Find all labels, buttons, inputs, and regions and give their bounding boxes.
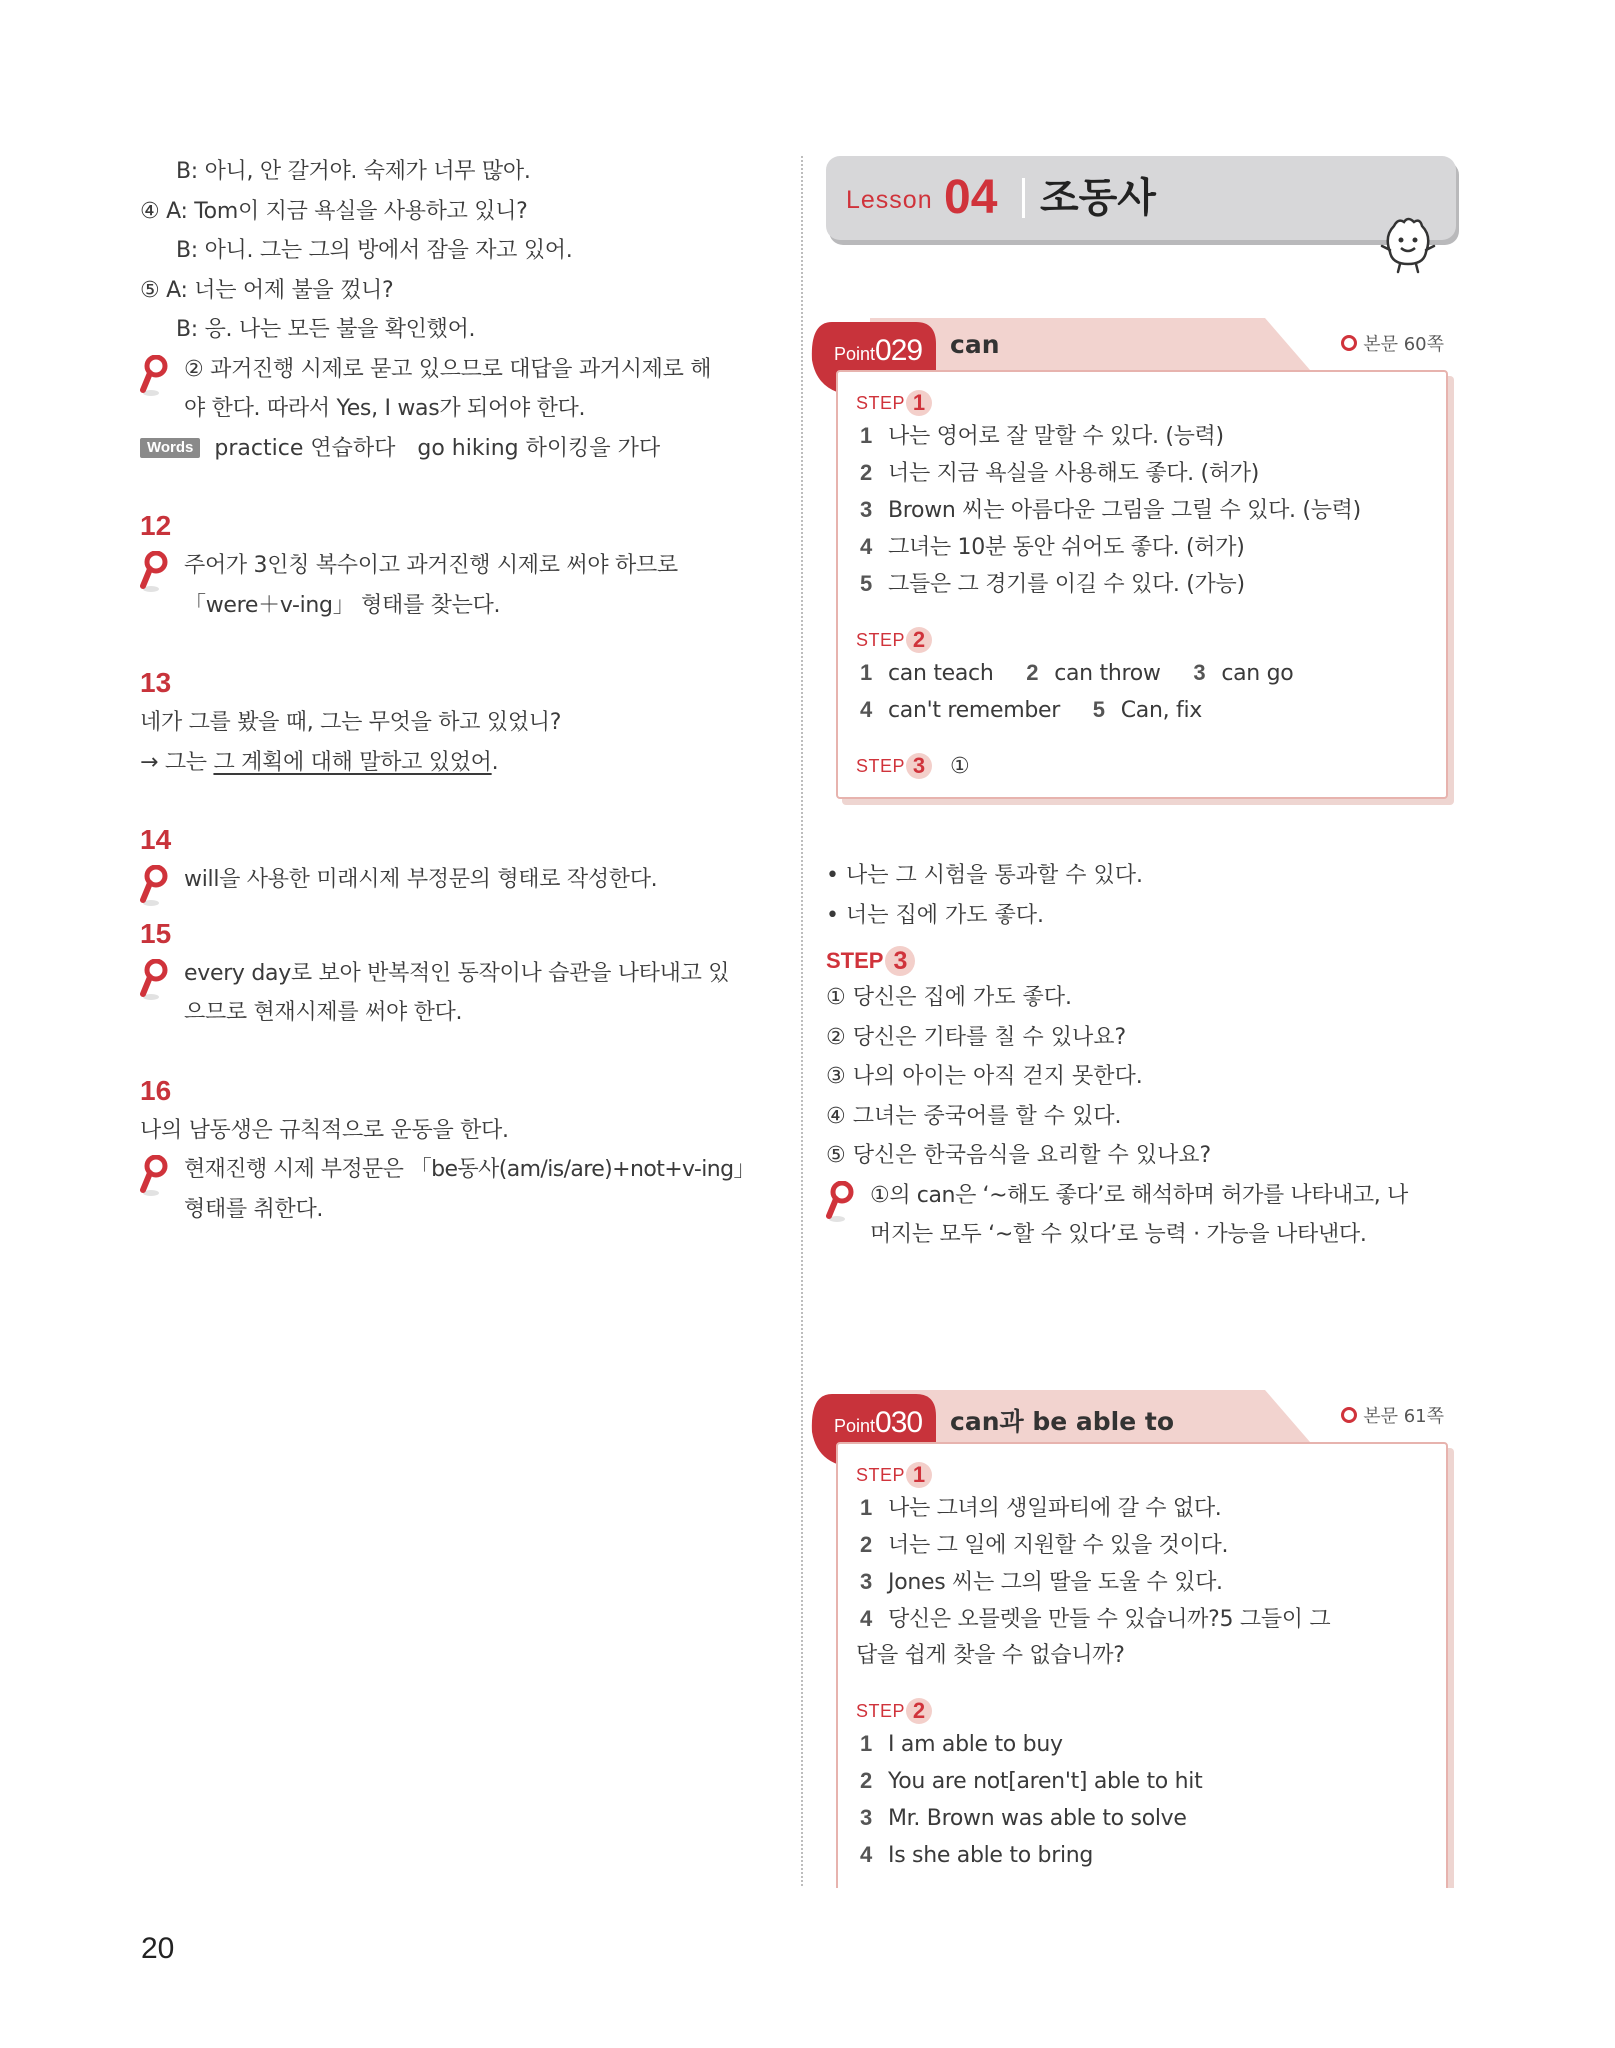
left-column: [140, 152, 780, 1229]
hint-text: 「were＋v-ing」 형태를 찾는다.: [184, 592, 501, 618]
hint-block: [140, 1150, 780, 1229]
point-label: Point029: [834, 334, 923, 367]
answer-line: → 그는 그 계획에 대해 말하고 있었어.: [140, 749, 499, 775]
answer-row: 4 can't remember 5 Can, fix: [860, 697, 1202, 723]
step-heading: STEP 2: [856, 627, 1428, 653]
bullet-line: • 너는 집에 가도 좋다.: [826, 903, 1044, 928]
point-title: can: [950, 330, 1000, 359]
answer-item: 4 Is she able to bring: [860, 1842, 1094, 1868]
dialog-line: B: 아니. 그는 그의 방에서 잠을 자고 있어.: [176, 238, 573, 263]
dialog-line: ④ A: Tom이 지금 욕실을 사용하고 있니?: [140, 198, 528, 224]
question-number: 12: [140, 510, 172, 541]
page-reference: 본문 61쪽: [1341, 1402, 1444, 1428]
step3-answer: ①: [950, 753, 970, 779]
answer-row: 1 can teach 2 can throw 3 can go: [860, 660, 1294, 686]
page-number: 20: [141, 1932, 175, 1965]
question-number: 13: [140, 667, 172, 698]
circle-bullet-icon: [1341, 1407, 1357, 1423]
answer-item: 2 You are not[aren't] able to hit: [860, 1768, 1203, 1794]
answer-item-wrap: 답을 쉽게 찾을 수 없습니까?: [856, 1643, 1125, 1668]
words-badge: Words: [140, 438, 200, 458]
dialog-line: B: 응. 나는 모든 불을 확인했어.: [176, 317, 476, 342]
page-reference: 본문 60쪽: [1341, 330, 1444, 356]
step-heading: STEP 3 ①: [856, 753, 970, 779]
answer-item: 2 너는 그 일에 지원할 수 있을 것이다.: [860, 1532, 1229, 1558]
page-cut-mask: [810, 1888, 1470, 2048]
hint-text: ② 과거진행 시제로 묻고 있으므로 대답을 과거시제로 해: [184, 356, 712, 382]
magnifier-pin-icon: [140, 1155, 170, 1197]
hint-text: 현재진행 시제 부정문은 「be동사(am/is/are)+not+v-ing」: [184, 1157, 755, 1182]
answer-item: 4 당신은 오믈렛을 만들 수 있습니까?5 그들이 그: [860, 1606, 1331, 1632]
translation-line: 나의 남동생은 규칙적으로 운동을 한다.: [140, 1117, 509, 1143]
option-line: ⑤ 당신은 한국음식을 요리할 수 있나요?: [826, 1143, 1212, 1168]
answer-item: 4 그녀는 10분 동안 쉬어도 좋다. (허가): [860, 534, 1245, 560]
answer-item: 1 I am able to buy: [860, 1731, 1063, 1757]
hint-block: [140, 954, 780, 1033]
answer-item: 1 나는 그녀의 생일파티에 갈 수 없다.: [860, 1495, 1222, 1521]
hint-text: every day로 보아 반복적인 동작이나 습관을 나타내고 있: [184, 960, 730, 986]
point-title: can과 be able to: [950, 1407, 1175, 1436]
answer-item: 1 나는 영어로 잘 말할 수 있다. (능력): [860, 423, 1224, 449]
step-heading: STEP 2: [856, 1698, 1428, 1724]
answer-box: [836, 1442, 1448, 1962]
point-label: Point030: [834, 1406, 923, 1439]
hint-text: 형태를 취한다.: [184, 1196, 324, 1222]
word-entry: go hiking 하이킹을 가다: [417, 435, 661, 461]
answer-box: [836, 370, 1448, 799]
magnifier-pin-icon: [140, 551, 170, 593]
hint-text: will을 사용한 미래시제 부정문의 형태로 작성한다.: [184, 867, 658, 892]
lesson-header: [826, 156, 1456, 240]
hint-block: [826, 1176, 1466, 1255]
lesson-label: Lesson: [846, 186, 933, 214]
answer-item: 2 너는 지금 욕실을 사용해도 좋다. (허가): [860, 460, 1260, 486]
question-number: 15: [140, 917, 172, 949]
magnifier-pin-icon: [140, 865, 170, 907]
hint-text: 으므로 현재시제를 써야 한다.: [184, 1000, 463, 1025]
option-line: ② 당신은 기타를 칠 수 있나요?: [826, 1024, 1127, 1050]
magnifier-pin-icon: [826, 1181, 856, 1223]
mascot-character-icon: [1376, 212, 1440, 276]
explanation-block: [826, 856, 1466, 1255]
answer-item: 3 Jones 씨는 그의 딸을 도울 수 있다.: [860, 1569, 1223, 1595]
circle-bullet-icon: [1341, 335, 1357, 351]
arrow-prefix: → 그는: [140, 749, 214, 775]
hint-block: [140, 860, 780, 900]
answer-item: 3 Mr. Brown was able to solve: [860, 1805, 1187, 1831]
hint-block: [140, 546, 780, 625]
underlined-answer: 그 계획에 대해 말하고 있었어: [213, 749, 492, 775]
question-number: 16: [140, 1074, 172, 1106]
answer-item: 5 그들은 그 경기를 이길 수 있다. (가능): [860, 571, 1245, 597]
column-divider: [801, 156, 803, 1886]
step-heading: STEP 3: [826, 946, 1466, 976]
hint-text: 주어가 3인칭 복수이고 과거진행 시제로 써야 하므로: [184, 553, 678, 578]
option-line: ③ 나의 아이는 아직 걷지 못한다.: [826, 1064, 1143, 1089]
hint-text: 야 한다. 따라서 Yes, I was가 되어야 한다.: [184, 396, 586, 421]
point-030-section: [810, 1390, 1460, 1910]
question-number: 14: [140, 824, 172, 855]
magnifier-pin-icon: [140, 355, 170, 397]
lesson-number: 04: [944, 171, 998, 224]
dialog-line: ⑤ A: 너는 어제 불을 껐니?: [140, 277, 394, 303]
lesson-separator: [1022, 178, 1025, 218]
step-heading: STEP 1: [856, 390, 1428, 416]
step-heading: STEP 1: [856, 1462, 1428, 1488]
answer-item: 3 Brown 씨는 아름다운 그림을 그릴 수 있다. (능력): [860, 497, 1361, 523]
word-entry: practice 연습하다: [214, 435, 396, 461]
words-row: [140, 429, 780, 469]
option-line: ④ 그녀는 중국어를 할 수 있다.: [826, 1103, 1122, 1129]
option-line: ① 당신은 집에 가도 좋다.: [826, 985, 1072, 1010]
dialog-line: B: 아니, 안 갈거야. 숙제가 너무 많아.: [176, 159, 531, 184]
bullet-line: • 나는 그 시험을 통과할 수 있다.: [826, 863, 1143, 888]
hint-block: [140, 350, 780, 429]
hint-text: ①의 can은 ‘~해도 좋다’로 해석하며 허가를 나타내고, 나: [870, 1182, 1408, 1208]
magnifier-pin-icon: [140, 959, 170, 1001]
hint-text: 머지는 모두 ‘~할 수 있다’로 능력 · 가능을 나타낸다.: [870, 1222, 1367, 1247]
translation-line: 네가 그를 봤을 때, 그는 무엇을 하고 있었니?: [140, 710, 562, 735]
point-029-section: [810, 318, 1460, 838]
lesson-title: 조동사: [1040, 175, 1156, 221]
